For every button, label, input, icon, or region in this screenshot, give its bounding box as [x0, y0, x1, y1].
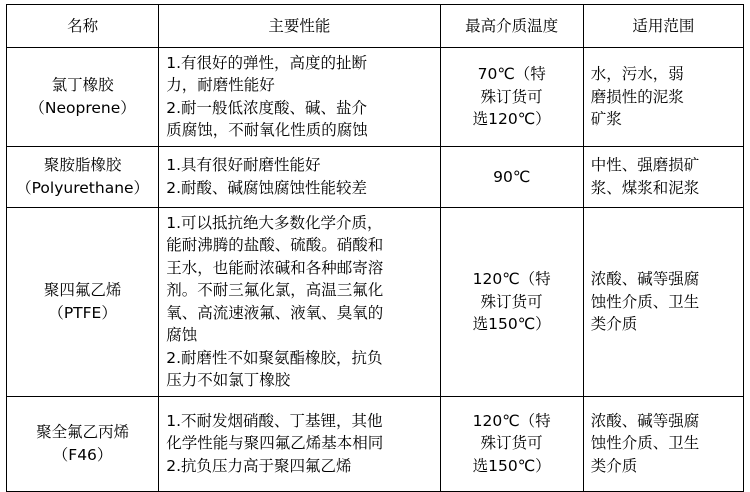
cell-material-name: 聚全氟乙丙烯 （F46）: [7, 396, 159, 491]
table-body: [7, 48, 744, 492]
table-header: [7, 5, 744, 48]
table-header-row: [7, 5, 744, 48]
table-row: [7, 146, 744, 207]
cell-material-name: 聚胺脂橡胶 （Polyurethane）: [7, 146, 159, 207]
column-header-name: 名称: [7, 5, 159, 48]
cell-performance: 1.具有很好耐磨性能好 2.耐酸、碱腐蚀腐蚀性能较差: [159, 146, 440, 207]
cell-max-temperature: 120℃（特 殊订货可 选150℃）: [440, 396, 583, 491]
cell-application-scope: 水，污水，弱 磨损性的泥浆 矿浆: [583, 48, 743, 147]
column-header-performance: 主要性能: [159, 5, 440, 48]
column-header-temperature: 最高介质温度: [440, 5, 583, 48]
table-row: [7, 207, 744, 396]
table-row: [7, 48, 744, 147]
cell-application-scope: 中性、强磨损矿 浆、煤浆和泥浆: [583, 146, 743, 207]
cell-performance: 1.有很好的弹性，高度的扯断 力，耐磨性能好 2.耐一般低浓度酸、碱、盐介 质腐蚀，不耐氧化性质的腐蚀: [159, 48, 440, 147]
cell-application-scope: 浓酸、碱等强腐 蚀性介质、卫生 类介质: [583, 207, 743, 396]
cell-application-scope: 浓酸、碱等强腐 蚀性介质、卫生 类介质: [583, 396, 743, 491]
table-row: [7, 396, 744, 491]
column-header-scope: 适用范围: [583, 5, 743, 48]
cell-max-temperature: 70℃（特 殊订货可 选120℃）: [440, 48, 583, 147]
cell-performance: 1.可以抵抗绝大多数化学介质， 能耐沸腾的盐酸、硫酸。硝酸和 王水，也能耐浓碱和各种邮寄溶 剂。不耐三氟化氯，高温三氟化 氧、高流速液氟、液氧、臭氧的 腐蚀 2.耐磨性不如聚氨酯橡胶，抗负 压力不如氯丁橡胶: [159, 207, 440, 396]
cell-performance: 1.不耐发烟硝酸、丁基锂，其他 化学性能与聚四氟乙烯基本相同 2.抗负压力高于聚四氟乙烯: [159, 396, 440, 491]
cell-material-name: 氯丁橡胶 （Neoprene）: [7, 48, 159, 147]
cell-material-name: 聚四氟乙烯 （PTFE）: [7, 207, 159, 396]
cell-max-temperature: 90℃: [440, 146, 583, 207]
cell-max-temperature: 120℃（特 殊订货可 选150℃）: [440, 207, 583, 396]
lining-material-spec-table: [6, 4, 744, 492]
